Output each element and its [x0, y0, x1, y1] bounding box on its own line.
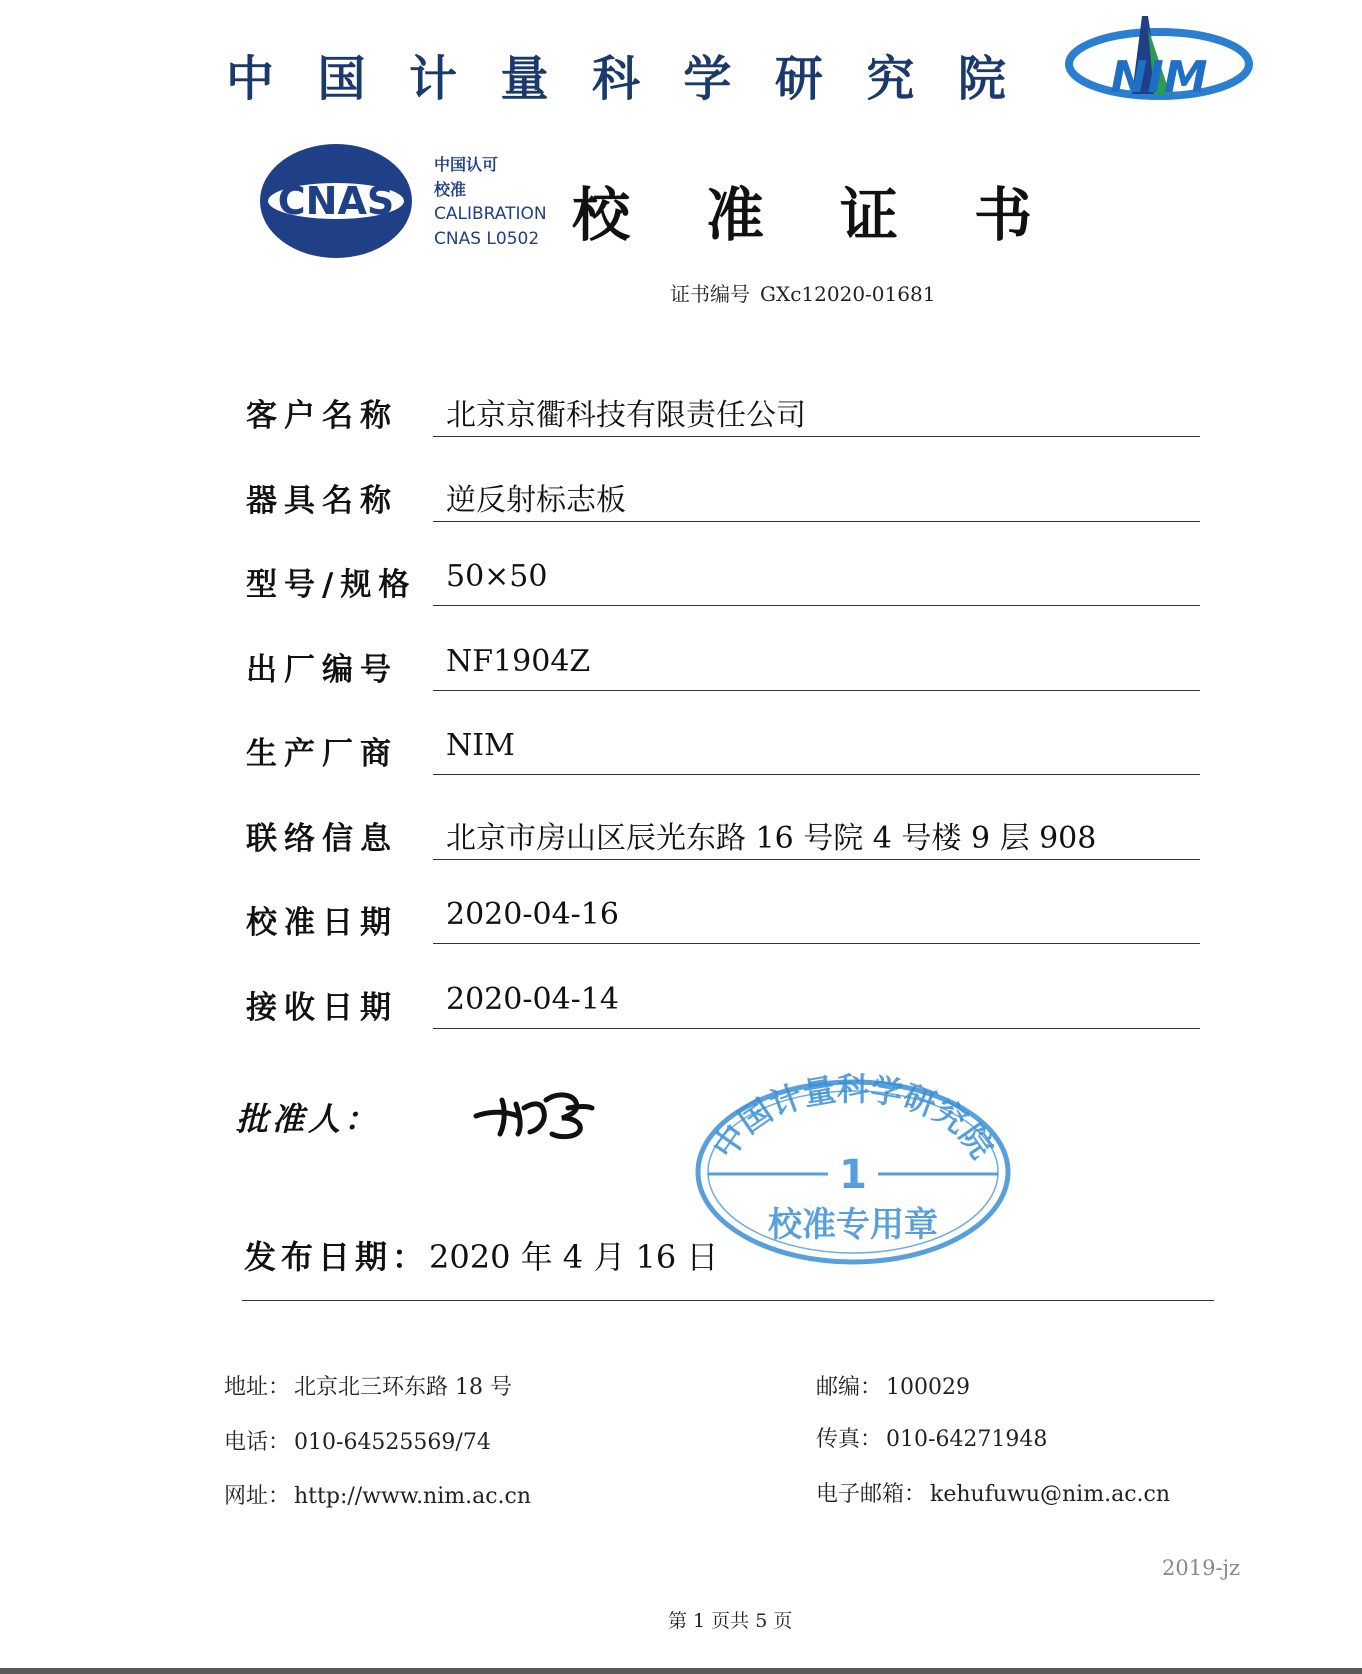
- email-value: kehufuwu@nim.ac.cn: [930, 1482, 1170, 1507]
- field-underline: [433, 690, 1200, 691]
- fax-label: 传真：: [816, 1427, 883, 1452]
- title-char: 准: [705, 181, 764, 249]
- contact-phone: [224, 1425, 491, 1456]
- title-char: 书: [973, 181, 1032, 249]
- approver-label: 批准人：: [236, 1100, 381, 1138]
- field-label: 出厂编号: [246, 651, 398, 688]
- field-underline: [433, 521, 1200, 522]
- cnas-logo-text: CNAS: [277, 179, 395, 223]
- email-label: 电子邮箱：: [816, 1482, 927, 1507]
- postcode-value: 100029: [886, 1375, 970, 1400]
- issue-date-label: 发布日期：: [244, 1238, 430, 1276]
- field-value: 北京市房山区辰光东路 16 号院 4 号楼 9 层 908: [446, 820, 1097, 856]
- fax-value: 010-64271948: [886, 1427, 1048, 1452]
- title-char: 校: [572, 181, 631, 249]
- title-char: 证: [839, 181, 898, 249]
- field-label: 生产厂商: [246, 736, 398, 772]
- field-label: 客户名称: [246, 398, 398, 434]
- institute-char: 国: [317, 51, 366, 107]
- issue-date-value: 2020 年 4 月 16 日: [429, 1238, 719, 1276]
- certificate-number: [670, 278, 935, 307]
- address-value: 北京北三环东路 18 号: [294, 1375, 512, 1400]
- field-label: 型号/规格: [246, 567, 417, 603]
- field-row: [240, 813, 1200, 898]
- contact-postcode: [816, 1370, 970, 1401]
- signature-icon: [472, 1082, 632, 1142]
- field-row: [240, 390, 1200, 475]
- cert-no-value: GXc12020-01681: [760, 282, 936, 306]
- cnas-logo-icon: [256, 140, 416, 262]
- field-value: 北京京衢科技有限责任公司: [446, 398, 806, 433]
- cnas-line1: 中国认可: [434, 155, 499, 174]
- field-underline: [433, 1028, 1200, 1029]
- seal-number: 1: [839, 1152, 867, 1198]
- issue-date: [244, 1232, 718, 1278]
- field-value: NIM: [446, 728, 515, 763]
- web-value: http://www.nim.ac.cn: [294, 1484, 532, 1509]
- institute-char: 究: [866, 51, 915, 107]
- field-underline: [433, 943, 1200, 944]
- nim-logo-icon: [1062, 14, 1256, 104]
- seal-text-bottom: 校准专用章: [768, 1205, 938, 1245]
- contact-fax: [816, 1422, 1047, 1453]
- field-row: [240, 728, 1200, 813]
- institute-char: 院: [957, 51, 1006, 107]
- institute-char: 学: [683, 51, 732, 107]
- certificate-title: [572, 168, 1032, 252]
- seal-text-top: 中国计量科学研究院: [704, 1070, 1002, 1166]
- cnas-accreditation-text: [434, 152, 547, 252]
- field-label: 接收日期: [246, 989, 398, 1026]
- institute-char: 中: [226, 51, 275, 107]
- field-value: NF1904Z: [446, 643, 591, 679]
- certificate-fields: [240, 390, 1200, 1066]
- field-value: 2020-04-14: [446, 981, 619, 1017]
- field-row: [240, 897, 1200, 982]
- cnas-line3: CALIBRATION: [434, 204, 547, 224]
- svg-text:中国计量科学研究院: [705, 1070, 1001, 1165]
- institute-char: 科: [591, 51, 640, 107]
- field-underline: [433, 436, 1200, 437]
- contact-website: [224, 1479, 531, 1510]
- field-label: 器具名称: [246, 482, 398, 519]
- field-underline: [433, 774, 1200, 775]
- institute-char: 量: [500, 51, 549, 107]
- institute-char: 计: [408, 51, 457, 107]
- scan-edge: [0, 1668, 1362, 1674]
- postcode-label: 邮编：: [816, 1375, 883, 1400]
- footer-divider: [242, 1300, 1214, 1301]
- field-label: 联络信息: [246, 820, 398, 857]
- form-code: 2019-jz: [1162, 1556, 1241, 1580]
- field-row: [240, 559, 1200, 644]
- nim-logo-text: NIM: [1110, 52, 1208, 103]
- phone-value: 010-64525569/74: [294, 1430, 491, 1455]
- field-row: [240, 644, 1200, 729]
- cnas-line2: 校准: [434, 180, 467, 199]
- field-value: 逆反射标志板: [446, 482, 626, 518]
- field-row: [240, 475, 1200, 560]
- field-value: 2020-04-16: [446, 897, 619, 932]
- page-number: 第 1 页共 5 页: [668, 1610, 793, 1632]
- contact-email: [816, 1477, 1170, 1508]
- web-label: 网址：: [224, 1484, 291, 1509]
- field-label: 校准日期: [246, 905, 398, 941]
- institute-name: [226, 40, 1006, 109]
- field-row: [240, 982, 1200, 1067]
- field-value: 50×50: [446, 559, 548, 594]
- cnas-line4: CNAS L0502: [434, 229, 540, 249]
- phone-label: 电话：: [224, 1430, 291, 1455]
- address-label: 地址：: [224, 1375, 291, 1400]
- cert-no-label: 证书编号: [670, 282, 750, 306]
- field-underline: [433, 605, 1200, 606]
- institute-char: 研: [774, 51, 823, 107]
- calibration-seal-icon: [688, 1070, 1018, 1270]
- contact-address: [224, 1370, 512, 1401]
- field-underline: [433, 859, 1200, 860]
